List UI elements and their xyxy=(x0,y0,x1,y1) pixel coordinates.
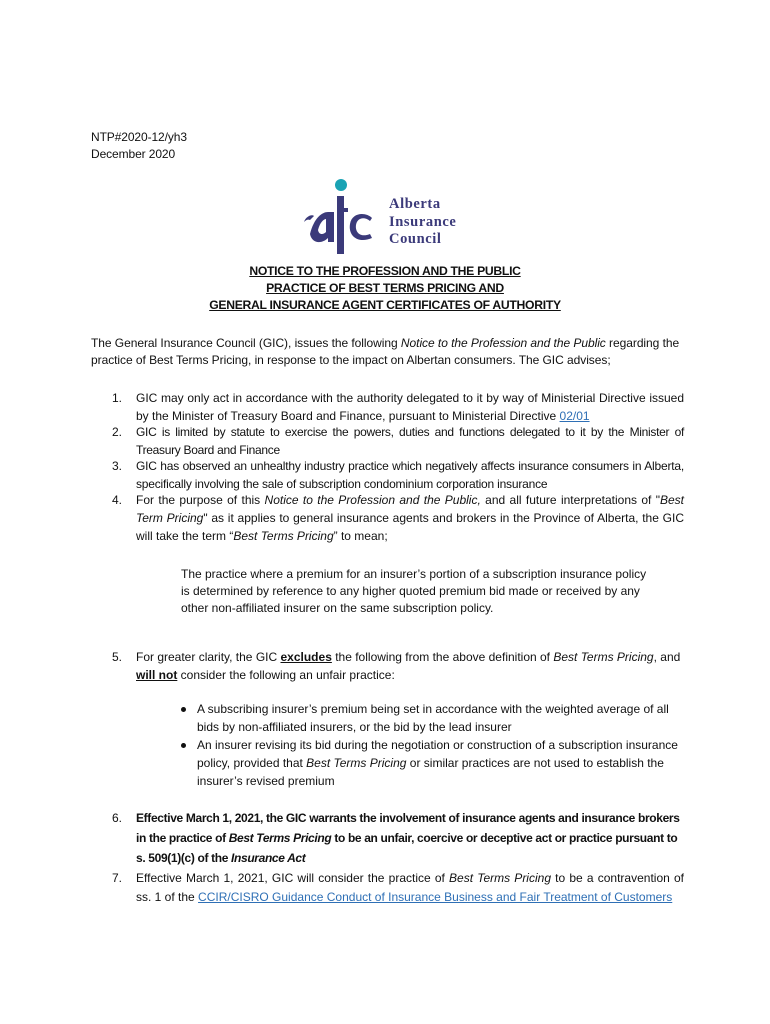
item-italic: Best Terms Pricing xyxy=(228,831,332,845)
title-line-1: NOTICE TO THE PROFESSION AND THE PUBLIC xyxy=(249,264,521,278)
item-body xyxy=(136,389,684,425)
item-text: , and xyxy=(653,650,681,664)
item-body: GIC is limited by statute to exercise the powers, duties and functions delegated to it by the Minister of Treasury Board and Finance xyxy=(136,425,684,457)
logo-line-council: Council xyxy=(389,231,442,247)
logo-line-alberta: Alberta xyxy=(389,196,441,212)
aic-wordmark xyxy=(389,196,456,249)
item-italic: Best Terms Pricing xyxy=(449,871,551,885)
item-body xyxy=(136,808,684,868)
bullet-text: An insurer revising its bid during the negotiation or construction of a subscription insurance policy, provided that xyxy=(197,738,678,770)
bullet-text: or similar practices are not used to establish the insurer’s revised premium xyxy=(197,756,664,788)
item-text: ” to mean; xyxy=(333,529,388,543)
intro-paragraph xyxy=(91,335,685,369)
aic-logo xyxy=(300,178,480,254)
item-text: For the purpose of this xyxy=(136,493,265,507)
bullet-dot xyxy=(181,743,186,748)
bullet-dot xyxy=(181,707,186,712)
item-number: 4. xyxy=(112,493,123,507)
reference-block xyxy=(91,129,187,163)
item-body: GIC has observed an unhealthy industry practice which negatively affects insurance consumers in Alberta, specifically involving the sale of subscription condominium corporation insurance xyxy=(136,459,684,491)
logo-line-insurance: Insurance xyxy=(389,213,457,230)
aic-logo-mark xyxy=(300,178,380,254)
item-italic: Best Term Pricing xyxy=(136,493,685,525)
item-text: to be an unfair, coercive or deceptive act or practice pursuant to s. 509(1)(c) of the xyxy=(136,831,678,865)
item-text: Effective March 1, 2021, the GIC warrants the involvement of insurance agents and insurance brokers in the practice of xyxy=(136,811,680,845)
item-number: 1. xyxy=(112,391,123,405)
item-text: For greater clarity, the GIC xyxy=(136,650,281,664)
reference-number: NTP#2020-12/yh3 xyxy=(91,130,187,144)
bullet-text: A subscribing insurer’s premium being set in accordance with the weighted average of all bids by non-affiliated insurers, or the bid by the lead insurer xyxy=(197,702,669,734)
bullet-italic: Best Terms Pricing xyxy=(306,756,407,770)
item-italic: Best Terms Pricing xyxy=(233,529,334,543)
title-line-3: GENERAL INSURANCE AGENT CERTIFICATES OF AUTHORITY xyxy=(209,298,561,312)
item-text: Effective March 1, 2021, GIC will consider the practice of xyxy=(136,871,450,885)
exclusion-bullets xyxy=(181,700,686,790)
bullet-item-2 xyxy=(181,736,686,790)
item-number: 5. xyxy=(112,650,123,664)
title-line-2: PRACTICE OF BEST TERMS PRICING AND xyxy=(266,281,504,295)
ministerial-directive-link[interactable]: 02/01 xyxy=(559,409,590,423)
item-bold-will-not: will not xyxy=(136,668,178,682)
intro-text: The General Insurance Council (GIC), issues the following xyxy=(91,336,401,350)
item-bold-excludes: excludes xyxy=(280,650,332,664)
document-date: December 2020 xyxy=(91,147,176,161)
intro-italic: Notice to the Profession and the Public xyxy=(400,336,606,350)
item-italic: Insurance Act xyxy=(231,851,306,865)
item-text: GIC may only act in accordance with the authority delegated to it by way of Ministerial Directive issued by the Minister of Treasury Board and Finance, pursuant to Ministerial Directive xyxy=(136,391,684,423)
item-body xyxy=(136,869,684,907)
item-number: 2. xyxy=(112,425,123,439)
item-text: consider the following an unfair practice: xyxy=(177,668,395,682)
item-text: and all future interpretations of " xyxy=(480,493,660,507)
item-text: " as it applies to general insurance agents and brokers in the Province of Alberta, the GIC will take the term “ xyxy=(136,511,684,543)
item-number: 3. xyxy=(112,459,123,473)
notice-title-block xyxy=(0,263,770,314)
item-italic: Notice to the Profession and the Public, xyxy=(264,493,481,507)
item-text: to be a contravention of ss. 1 of the xyxy=(136,871,684,904)
intro-text-2: regarding the practice of Best Terms Pricing, in response to the impact on Albertan consumers. The GIC advises; xyxy=(91,336,680,367)
item-text: the following from the above definition of xyxy=(331,650,554,664)
ccir-cisro-guidance-link[interactable]: CCIR/CISRO Guidance Conduct of Insurance Business and Fair Treatment of Customers xyxy=(198,890,673,904)
bullet-item-1 xyxy=(181,700,686,736)
item-body xyxy=(136,648,684,684)
item-italic: Best Terms Pricing xyxy=(553,650,654,664)
item-number: 6. xyxy=(112,811,123,825)
item-number: 7. xyxy=(112,871,123,885)
item-body xyxy=(136,491,684,545)
definition-quote: The practice where a premium for an insurer’s portion of a subscription insurance policy is determined by reference to any higher quoted premium bid made or received by any other non-affiliated insurer on the same subscription policy. xyxy=(181,567,647,615)
